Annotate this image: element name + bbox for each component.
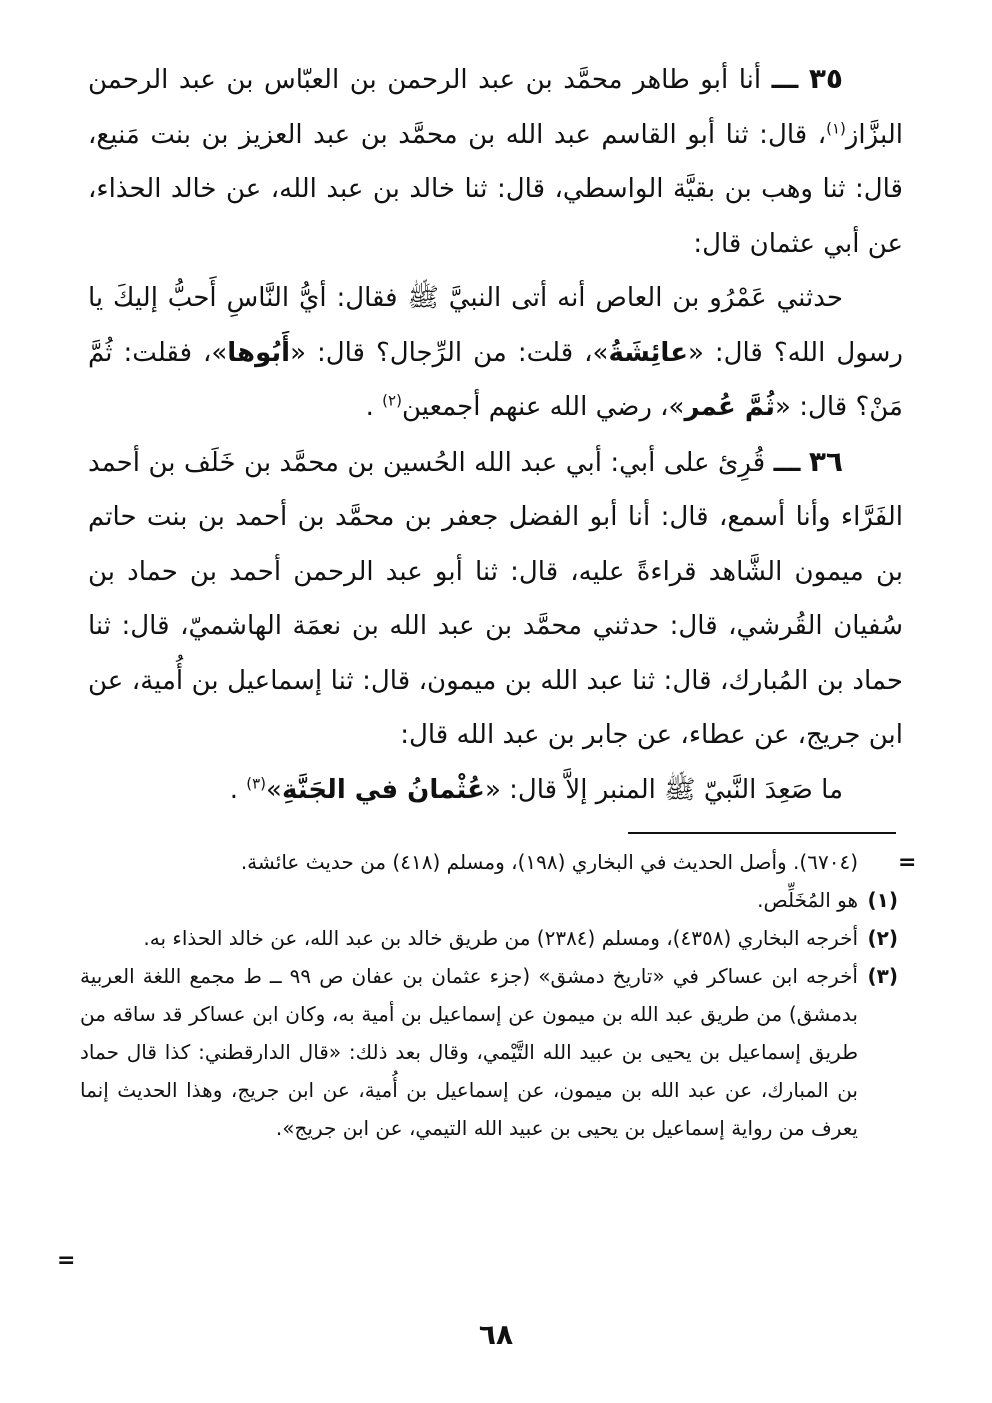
footnote-2 xyxy=(80,919,898,957)
footnote-ref: (٢) xyxy=(382,391,402,410)
matn-text: »، رضي الله عنهم أجمعين xyxy=(401,392,685,422)
hadith-separator: ـــ xyxy=(773,447,801,478)
footnote-number: (٢) xyxy=(867,926,898,950)
hadith-35-isnad-text-cont: ، قال: ثنا أبو القاسم عبد الله بن محمَّد بن عبد العزيز بن بنت مَنيع، قال: ثنا وهب بن بقيَّة الواسطي، قال: ثنا خالد بن عبد الله، عن خالد الحذاء، عن أبي عثمان قال: xyxy=(88,119,903,259)
hadith-36-isnad-text: قُرِئ على أبي: أبي عبد الله الحُسين بن محمَّد بن خَلَف بن أحمد الفَرَّاء وأنا أسمع، قال: أنا أبو الفضل جعفر بن محمَّد بن أحمد بن بنت حاتم بن ميمون الشَّاهد قراءةً عليه، قال: ثنا أبو عبد الرحمن أحمد بن حماد بن سُفيان القُرشي، قال: حدثني محمَّد بن عبد الله بن نعمَة الهاشميّ، قال: ثنا حماد بن المُبارك، قال: ثنا عبد الله بن ميمون، قال: ثنا إسماعيل بن أُمية، عن ابن جريج، عن عطاء، عن جابر بن عبد الله قال: xyxy=(88,447,903,750)
footnote-number: (١) xyxy=(867,888,898,912)
hadith-separator: ـــ xyxy=(771,65,799,95)
page-number: ٦٨ xyxy=(478,1318,514,1351)
matn-end: . xyxy=(365,392,374,422)
continuation-mark-top: = xyxy=(898,850,917,875)
footnotes xyxy=(80,843,898,1147)
hadith-number: ٣٥ xyxy=(808,62,844,95)
footnote-text: هو المُخَلِّص. xyxy=(757,888,858,912)
hadith-35-matn xyxy=(88,271,903,435)
matn-text: »، فقلت: ثُمَّ مَنْ؟ قال: « xyxy=(88,337,903,422)
matn-quote: عُثْمانُ في الجَنَّةِ xyxy=(281,774,485,805)
hadith-36-isnad xyxy=(88,435,903,763)
footnote-3 xyxy=(80,957,898,1147)
footnote-1 xyxy=(80,881,898,919)
matn-quote: أَبُوها xyxy=(227,337,291,368)
footnote-ref: (١) xyxy=(826,118,846,137)
footnote-text: أخرجه ابن عساكر في «تاريخ دمشق» (جزء عثمان بن عفان ص ٩٩ ــ ط مجمع اللغة العربية بدمشق) من طريق عبد الله بن ميمون عن إسماعيل بن أمية به، وكان ابن عساكر قد ساقه من طريق إسماعيل بن يحيى بن عبيد الله التَّيْمي، وقال بعد ذلك: «قال الدارقطني: كذا قال حماد بن المبارك، عن عبد الله بن ميمون، عن إسماعيل بن أُمية، عن ابن جريج، وهذا الحديث إنما يعرف من رواية إسماعيل بن يحيى بن عبيد الله التيمي، عن ابن جريج». xyxy=(80,964,858,1140)
hadith-35-isnad xyxy=(88,52,903,271)
footnote-text: أخرجه البخاري (٤٣٥٨)، ومسلم (٢٣٨٤) من طريق خالد بن عبد الله، عن خالد الحذاء به. xyxy=(143,926,858,950)
matn-quote: عائِشَةُ xyxy=(608,337,688,368)
main-text xyxy=(88,52,903,817)
footnote-number: (٣) xyxy=(867,964,898,988)
continuation-mark-bottom: = xyxy=(57,1248,76,1273)
footnote-continuation: (٦٧٠٤). وأصل الحديث في البخاري (١٩٨)، ومسلم (٤١٨) من حديث عائشة. xyxy=(240,850,858,874)
hadith-35-isnad-text: أنا أبو طاهر محمَّد بن عبد الرحمن بن العبّاس بن عبد الرحمن البزَّاز xyxy=(88,65,903,150)
matn-end: . xyxy=(229,774,238,805)
matn-text: »، قلت: من الرِّجال؟ قال: « xyxy=(290,337,609,368)
footnote-divider xyxy=(628,832,896,834)
matn-text: » xyxy=(266,774,282,805)
matn-text: حدثني عَمْرُو بن العاص أنه أتى النبيَّ ﷺ فقال: أيُّ النَّاسِ أَحبُّ إليكَ يا رسول الله؟ قال: « xyxy=(88,283,903,368)
matn-text: ما صَعِدَ النَّبيّ ﷺ المنبر إلاَّ قال: « xyxy=(484,774,843,805)
hadith-number: ٣٦ xyxy=(808,444,844,478)
footnote-ref: (٣) xyxy=(246,773,267,792)
hadith-36-matn xyxy=(88,763,903,818)
matn-quote: ثُمَّ عُمر xyxy=(684,392,776,422)
